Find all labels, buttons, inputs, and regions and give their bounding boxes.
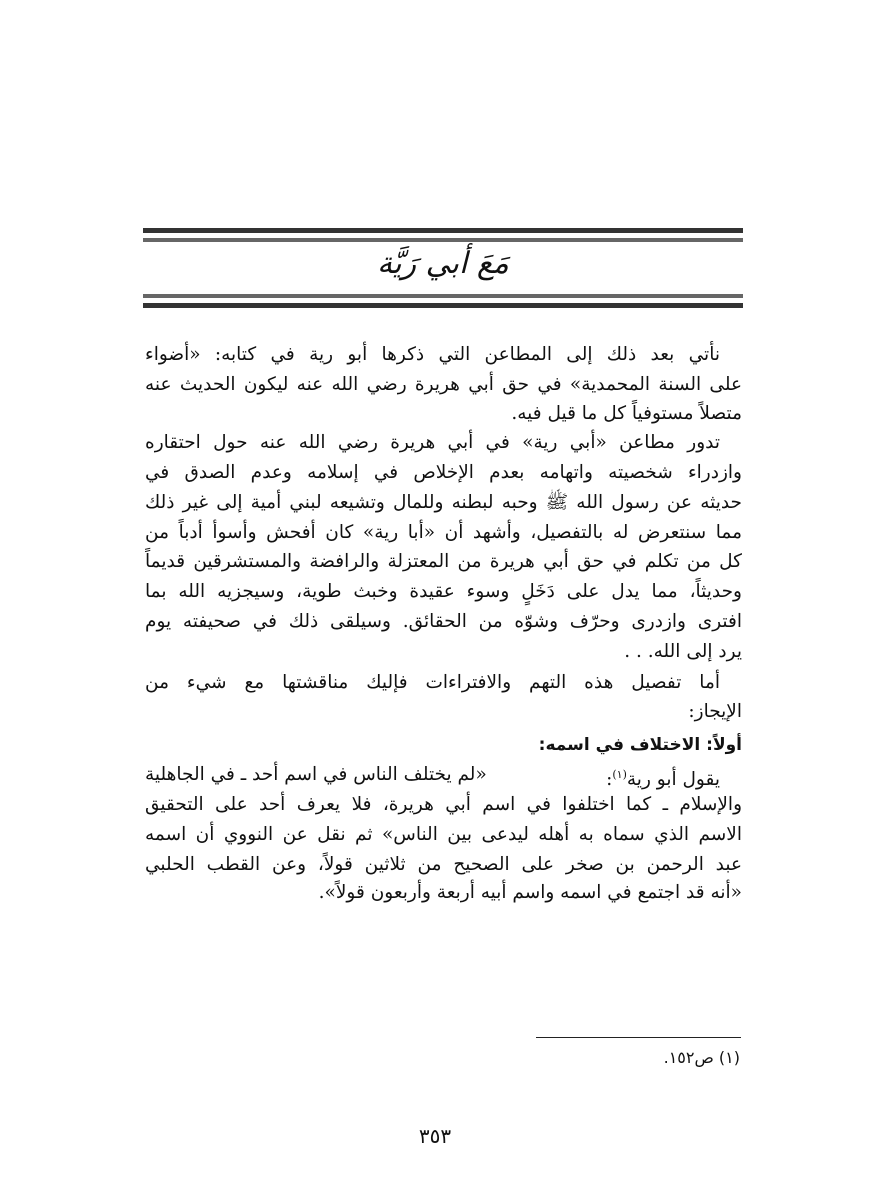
text-segment: يقول أبو رية$^{(١)}$: [606,768,720,791]
footnote-ref: (١) [612,768,627,781]
text-line: يرد إلى الله. . . [624,641,742,662]
text-line: «أنه قد اجتمع في اسمه واسم أبيه أربعة وأربعون قولاً». [318,882,742,903]
text-line: افترى وازدرى وحرّف وشوّه من الحقائق. وسيلقى ذلك في صحيفته يوم [145,611,742,632]
text-line: مما سنتعرض له بالتفصيل، وأشهد أن «أبا رية» كان أفحش وأسوأ أدباً من [145,522,742,543]
text-line: على السنة المحمدية» في حق أبي هريرة رضي الله عنه ليكون الحديث عنه [145,374,742,395]
text-line: كل من تكلم في حق أبي هريرة من المعتزلة والرافضة والمستشرقين قديماً [145,551,742,572]
text-line: متصلاً مستوفياً كل ما قيل فيه. [511,403,742,424]
text-line: الاسم الذي سماه به أهله ليدعى بين الناس» ثم نقل عن النووي أن اسمه [145,824,742,845]
chapter-title: مَعَ أبي رَيَّة [377,246,509,281]
text-line: وازدراء شخصيته واتهامه بعدم الإخلاص في إسلامه وعدم الصدق في [145,462,742,483]
text-line: وحديثاً، مما يدل على دَخَلٍ وسوء عقيدة وخبث طوية، وسيجزيه الله بما [145,581,742,602]
text-line: أما تفصيل هذه التهم والافتراءات فإليك مناقشتها مع شيء من [145,672,720,693]
text-segment: يقول أبو رية [626,769,720,791]
header-rule [143,303,743,308]
text-line: نأتي بعد ذلك إلى المطاعن التي ذكرها أبو رية في كتابه: «أضواء [145,344,720,365]
header-rule [143,228,743,233]
text-line: حديثه عن رسول الله ﷺ وحبه لبطنه وللمال وتشيعه لبني أمية إلى غير ذلك [145,492,742,513]
text-segment: «لم يختلف الناس في اسم أحد ـ في الجاهلية [145,764,487,785]
text-line: تدور مطاعن «أبي رية» في أبي هريرة رضي الله عنه حول احتقاره [145,432,720,453]
page-number: ٣٥٣ [418,1124,452,1148]
footnote: (١) ص١٥٢. [663,1048,740,1067]
section-heading: أولاً: الاختلاف في اسمه: [538,735,742,755]
footnote-divider [536,1037,741,1038]
text-line [145,760,742,790]
text-line: الإيجاز: [688,701,742,722]
header-rule [143,294,743,298]
text-line: عبد الرحمن بن صخر على الصحيح من ثلاثين قولاً، وعن القطب الحلبي [145,854,742,875]
text-line: والإسلام ـ كما اختلفوا في اسم أبي هريرة، فلا يعرف أحد على التحقيق [145,794,742,815]
header-rule [143,238,743,242]
